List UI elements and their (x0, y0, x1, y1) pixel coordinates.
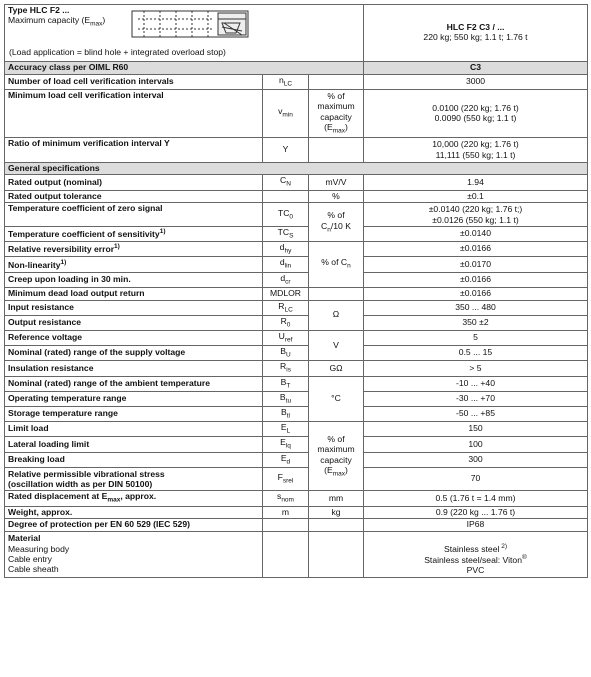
load-cell-drawing (130, 9, 250, 39)
row-value: 350 ±2 (364, 315, 588, 330)
row-label: Minimum load cell verification interval (5, 90, 263, 137)
row-value: 0.5 ... 15 (364, 346, 588, 361)
row-symbol (263, 190, 309, 203)
model-capacities: 220 kg; 550 kg; 1.1 t; 1.76 t (423, 32, 528, 42)
row-unit (309, 532, 364, 577)
table-row (5, 74, 588, 89)
row-label: Temperature coefficient of zero signal (5, 203, 263, 227)
row-label: Lateral loading limit (5, 437, 263, 452)
row-value: 0.5 (1.76 t = 1.4 mm) (364, 491, 588, 506)
material-label: Material Measuring body Cable entry Cable sheath (5, 532, 263, 577)
row-label: Breaking load (5, 452, 263, 467)
row-unit: °C (309, 376, 364, 422)
row-value: ±0.0140 (220 kg; 1.76 t;) ±0.0126 (550 kg; 1.1 t) (364, 203, 588, 227)
table-row (5, 315, 588, 330)
row-symbol: $E_{lq}$ (263, 437, 309, 452)
general-spec-row (5, 162, 588, 175)
row-value: 5 (364, 331, 588, 346)
row-value: -50 ... +85 (364, 407, 588, 422)
table-row (5, 391, 588, 406)
general-spec-label: General specifications (5, 162, 588, 175)
row-label: Number of load cell verification intervals (5, 74, 263, 89)
row-symbol: $B_{tu}$ (263, 391, 309, 406)
row-symbol: $d_{cr}$ (263, 272, 309, 287)
accuracy-value: C3 (364, 62, 588, 75)
row-label: Storage temperature range (5, 407, 263, 422)
row-symbol: $R_{LC}$ (263, 300, 309, 315)
row-symbol: $C_N$ (263, 175, 309, 190)
row-symbol: $E_d$ (263, 452, 309, 467)
row-value: 10,000 (220 kg; 1.76 t) 11,111 (550 kg; 1.1 t) (364, 137, 588, 162)
row-label: Weight, approx. (5, 506, 263, 519)
table-row (5, 190, 588, 203)
row-symbol: $R_0$ (263, 315, 309, 330)
row-label: Temperature coefficient of sensitivity$^{1)}$ (5, 227, 263, 242)
row-unit: % of $C_n/10$ K (309, 203, 364, 242)
row-symbol: $n_{LC}$ (263, 74, 309, 89)
row-value: -10 ... +40 (364, 376, 588, 391)
table-row (5, 257, 588, 272)
row-unit (309, 287, 364, 300)
row-unit: % of maximum capacity $(E_{max})$ (309, 422, 364, 491)
row-label: Insulation resistance (5, 361, 263, 376)
row-symbol (263, 519, 309, 532)
row-label: Output resistance (5, 315, 263, 330)
row-symbol (263, 532, 309, 577)
table-row (5, 491, 588, 506)
accuracy-row (5, 62, 588, 75)
row-symbol: $B_{tl}$ (263, 407, 309, 422)
type-title: Type HLC F2 ... (8, 5, 70, 15)
row-label: Limit load (5, 422, 263, 437)
row-value: 70 (364, 467, 588, 491)
table-row (5, 272, 588, 287)
row-value: 350 ... 480 (364, 300, 588, 315)
table-row (5, 90, 588, 137)
row-value: ±0.0140 (364, 227, 588, 242)
row-value: -30 ... +70 (364, 391, 588, 406)
row-value: ±0.0166 (364, 287, 588, 300)
row-label: Minimum dead load output return (5, 287, 263, 300)
table-row (5, 422, 588, 437)
row-symbol: $F_{srel}$ (263, 467, 309, 491)
row-unit: mV/V (309, 175, 364, 190)
row-label: Nominal (rated) range of the supply voltage (5, 346, 263, 361)
row-value: ±0.0170 (364, 257, 588, 272)
row-value: 300 (364, 452, 588, 467)
row-unit (309, 74, 364, 89)
row-unit: mm (309, 491, 364, 506)
row-value: 0.0100 (220 kg; 1.76 t) 0.0090 (550 kg; 1.1 t) (364, 90, 588, 137)
row-symbol: Y (263, 137, 309, 162)
row-unit: Ω (309, 300, 364, 330)
row-label: Ratio of minimum verification interval Y (5, 137, 263, 162)
table-row (5, 452, 588, 467)
row-unit: kg (309, 506, 364, 519)
row-unit (309, 519, 364, 532)
row-symbol: $B_U$ (263, 346, 309, 361)
row-value: 1.94 (364, 175, 588, 190)
row-label: Reference voltage (5, 331, 263, 346)
row-unit: V (309, 331, 364, 361)
row-value: 150 (364, 422, 588, 437)
row-label: Rated displacement at $E_{max}$, approx. (5, 491, 263, 506)
row-symbol: m (263, 506, 309, 519)
row-label: Degree of protection per EN 60 529 (IEC 529) (5, 519, 263, 532)
row-label: Non-linearity$^{1)}$ (5, 257, 263, 272)
row-unit: % of maximum capacity $(E_{max})$ (309, 90, 364, 137)
table-row (5, 376, 588, 391)
row-symbol: $v_{min}$ (263, 90, 309, 137)
table-row (5, 467, 588, 491)
row-value: > 5 (364, 361, 588, 376)
specification-table (4, 4, 588, 578)
table-row (5, 300, 588, 315)
table-row (5, 137, 588, 162)
row-unit: GΩ (309, 361, 364, 376)
table-row (5, 407, 588, 422)
row-label: Rated output (nominal) (5, 175, 263, 190)
row-symbol: $R_{is}$ (263, 361, 309, 376)
row-label: Relative reversibility error$^{1)}$ (5, 242, 263, 257)
row-symbol: $s_{nom}$ (263, 491, 309, 506)
row-unit: % (309, 190, 364, 203)
table-row (5, 175, 588, 190)
row-value: 3000 (364, 74, 588, 89)
load-application-note: (Load application = blind hole + integrated overload stop) (9, 47, 226, 58)
row-label: Rated output tolerance (5, 190, 263, 203)
row-symbol: $B_T$ (263, 376, 309, 391)
table-row (5, 331, 588, 346)
row-symbol: MDLOR (263, 287, 309, 300)
row-value: 0.9 (220 kg ... 1.76 t) (364, 506, 588, 519)
table-row (5, 506, 588, 519)
accuracy-label: Accuracy class per OIML R60 (5, 62, 364, 75)
row-symbol: $U_{ref}$ (263, 331, 309, 346)
model-title: HLC F2 C3 / ... (446, 22, 505, 33)
capacity-label: Maximum capacity $(E_{max})$ (8, 14, 106, 28)
row-label: Input resistance (5, 300, 263, 315)
row-symbol: $E_L$ (263, 422, 309, 437)
row-value: 100 (364, 437, 588, 452)
row-value: ±0.0166 (364, 272, 588, 287)
row-label: Operating temperature range (5, 391, 263, 406)
table-row (5, 287, 588, 300)
row-value: ±0.1 (364, 190, 588, 203)
type-cell (5, 5, 364, 62)
row-label: Nominal (rated) range of the ambient temperature (5, 376, 263, 391)
row-unit: % of $C_n$ (309, 242, 364, 288)
table-row (5, 519, 588, 532)
row-value: IP68 (364, 519, 588, 532)
table-row (5, 361, 588, 376)
row-symbol: $TC_S$ (263, 227, 309, 242)
material-row (5, 532, 588, 577)
table-row (5, 203, 588, 227)
row-symbol: $d_{lin}$ (263, 257, 309, 272)
row-symbol: $d_{hy}$ (263, 242, 309, 257)
material-values: Stainless steel $^{2)}$ Stainless steel/seal: Viton® PVC (364, 532, 588, 577)
table-row (5, 227, 588, 242)
table-row (5, 437, 588, 452)
row-unit (309, 137, 364, 162)
row-value: ±0.0166 (364, 242, 588, 257)
row-label: Relative permissible vibrational stress (oscillation width as per DIN 50100) (5, 467, 263, 491)
table-row (5, 346, 588, 361)
header-row (5, 5, 588, 62)
table-row (5, 242, 588, 257)
model-cell (364, 5, 588, 62)
row-label: Creep upon loading in 30 min. (5, 272, 263, 287)
row-symbol: $TC_0$ (263, 203, 309, 227)
